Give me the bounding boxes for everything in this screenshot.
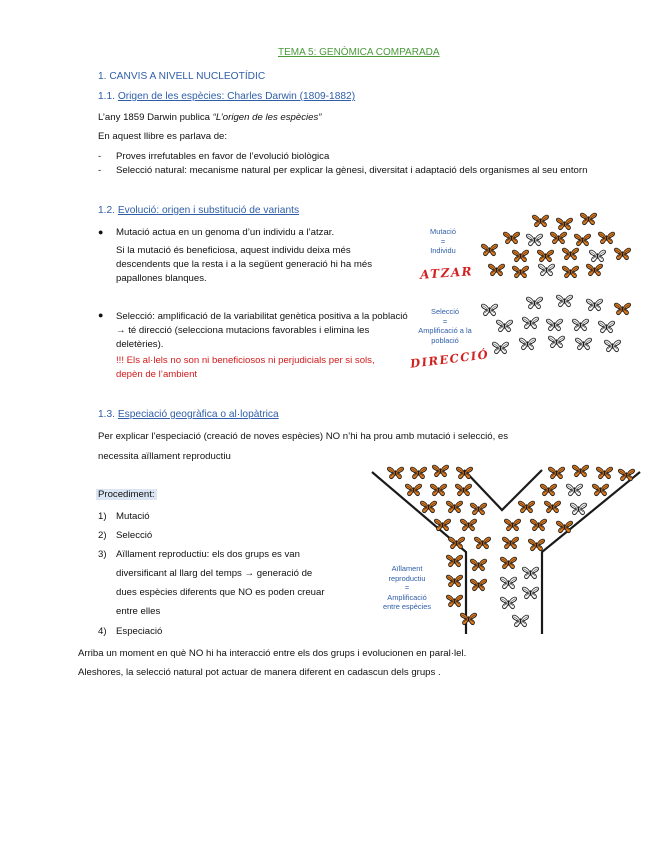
butterfly-icon [470,502,487,516]
butterfly-icon [580,212,597,226]
section-1-1-heading [98,91,355,102]
isolation-illustration-label-line: entre espècies [382,602,432,611]
procedure-step-text: Selecció [116,530,153,541]
butterfly-icon [504,518,521,532]
butterfly-icon [572,464,589,478]
bullet-selection-dot: ● [98,310,104,320]
isolation-illustration-label-line: Amplificació [387,592,427,602]
darwin-intro [98,112,321,123]
butterfly-icon [387,466,404,480]
butterfly-icon [496,319,513,333]
conclusion-line-2: Aleshores, la selecció natural pot actuar de manera diferent en cadascun dels grups . [78,667,441,678]
butterfly-icon [598,320,615,334]
butterfly-icon [522,316,539,330]
document-title: TEMA 5: GENÒMICA COMPARADA [278,47,440,58]
procedure-step-continuation: dues espècies diferents que NO es poden creuar [116,587,325,598]
butterfly-icon [537,249,554,263]
isolation-illustration-label-line: Aïllament [391,564,423,573]
section-1-3-link[interactable]: Especiació geogràfica o al·lopàtrica [117,409,279,420]
procedure-step [98,626,162,637]
butterfly-icon [614,247,631,261]
butterfly-icon [566,483,583,497]
procedure-step-number: 4) [98,626,107,637]
butterfly-icon [596,466,613,480]
selection-illustration-label-line: Amplificació a la [418,326,472,335]
butterfly-icon [512,265,529,279]
section-1-1-number: 1.1. [98,91,115,102]
butterfly-icon [522,566,539,580]
selection-explanation: Selecció: amplificació de la variabilitat genètica positiva a la població → té direcció (selecciona mutacions favorables i elimina les deletèries). [116,311,408,350]
butterfly-icon [460,612,477,626]
butterfly-icon [614,302,631,316]
butterfly-icon [574,233,591,247]
butterfly-icon [456,466,473,480]
butterfly-icon [420,500,437,514]
butterfly-icon [502,536,519,550]
list-item: - Proves irrefutables en favor de l’evolució biològica [98,151,330,162]
darwin-intro-text: L’any 1859 Darwin publica [98,112,213,123]
butterfly-icon [405,483,422,497]
butterfly-icon [548,335,565,349]
butterfly-icon [500,596,517,610]
procedure-heading: Procediment: [98,489,155,500]
isolation-illustration-label-line: = [404,583,410,592]
procedure-step-text: Mutació [116,511,150,522]
butterfly-icon [446,554,463,568]
mutation-illustration-label-line: = [440,236,446,246]
butterfly-icon [556,294,573,308]
butterfly-icon [538,263,555,277]
butterfly-icon [526,233,543,247]
butterfly-icon [586,263,603,277]
section-1-3-number: 1.3. [98,409,115,420]
butterfly-icon [528,538,545,552]
section-1-2-heading [98,205,299,216]
procedure-step-text: Especiació [116,626,163,637]
speciation-intro-line-1: Per explicar l’especiació (creació de noves espècies) NO n’hi ha prou amb mutació i selecció, es [98,431,509,442]
butterfly-icon [518,500,535,514]
butterfly-icon [562,265,579,279]
isolation-illustration-label-line: reproductiu [388,573,426,583]
butterfly-icon [481,303,498,317]
butterfly-icon [500,576,517,590]
selection-illustration-label-line: = [442,316,448,326]
butterfly-icon [512,249,529,263]
butterfly-icon [492,341,509,355]
butterfly-icon [446,500,463,514]
butterfly-icon [540,483,557,497]
speciation-intro-line-2: necessita aïllament reproductiu [98,451,231,462]
procedure-step [98,530,152,541]
butterfly-icon [432,464,449,478]
mutation-explanation: Si la mutació és beneficiosa, aquest individu deixa més descendents que la resta i a la següent generació hi ha més papallones blanques. [116,245,373,284]
butterfly-icon [592,483,609,497]
bullet-mutation: ● Mutació actua en un genoma d’un individu a l’atzar. [98,227,335,238]
butterfly-icon [410,466,427,480]
butterfly-icon [546,318,563,332]
butterfly-icon [562,247,579,261]
allele-note: !!! Els al·lels no son ni beneficiosos ni perjudicials per si sols, depèn de l’ambient [116,355,375,380]
section-1-1-link[interactable]: Origen de les espècies: Charles Darwin (1809-1882) [117,91,356,102]
procedure-step-number: 2) [98,530,107,541]
list-item: - Selecció natural: mecanisme natural per explicar la gènesi, diversitat i adaptació dels organismes al seu entorn [98,165,588,176]
butterfly-icon [434,518,451,532]
butterfly-icon [522,586,539,600]
butterfly-icon [430,483,447,497]
section-1-2-link[interactable]: Evolució: origen i substitució de variants [117,205,300,216]
list-item-text: Selecció natural: mecanisme natural per explicar la gènesi, diversitat i adaptació dels organismes al seu entorn [116,165,588,176]
bullet-mutation-text: Mutació actua en un genoma d’un individu a l’atzar. [116,227,335,238]
butterfly-icon [572,318,589,332]
butterfly-icon [474,536,491,550]
butterfly-icon [470,558,487,572]
procedure-step-text: Aïllament reproductiu: els dos grups es van [116,549,300,560]
butterfly-icon [530,518,547,532]
butterfly-icon [586,298,603,312]
darwin-book-title: “L’origen de les espècies” [212,112,322,123]
procedure-step [98,549,300,560]
butterfly-icon [488,263,505,277]
conclusion-line-1: Arriba un moment en què NO hi ha interacció entre els dos grups i evolucionen en paral·lel. [78,648,467,659]
butterfly-icon [519,337,536,351]
butterfly-icon [544,500,561,514]
book-topics-intro: En aquest llibre es parlava de: [98,131,228,142]
section-1-2-number: 1.2. [98,205,115,216]
random-label: ATZAR [419,264,474,282]
mutation-illustration-label-line: Individu [430,246,456,255]
selection-illustration-label-line: població [431,335,459,345]
butterfly-icon [481,243,498,257]
procedure-step-number: 1) [98,511,107,522]
selection-illustration-label-line: Selecció [431,307,459,316]
butterfly-icon [448,536,465,550]
procedure-step [98,511,150,522]
procedure-step-continuation: diversificant al llarg del temps → generació de [116,568,313,579]
butterfly-icon [503,231,520,245]
butterfly-icon [532,214,549,228]
mutation-illustration-label-line: Mutació [430,227,456,236]
butterfly-icon [446,594,463,608]
section-1-3-heading [98,409,279,420]
butterfly-icon [460,518,477,532]
isolation-illustration-label [372,564,442,612]
butterfly-icon [556,520,573,534]
butterfly-icon [556,217,573,231]
butterfly-icon [550,231,567,245]
mutation-illustration-label [418,227,468,256]
butterfly-icon [598,231,615,245]
butterfly-icon [455,483,472,497]
butterfly-icon [604,339,621,353]
butterfly-icon [446,574,463,588]
butterfly-icon [589,249,606,263]
list-item-text: Proves irrefutables en favor de l’evolució biològica [116,151,330,162]
direction-label: DIRECCIÓ [409,347,490,371]
procedure-step-continuation: entre elles [116,606,161,617]
selection-illustration-label [410,307,480,345]
procedure-step-number: 3) [98,549,107,560]
butterfly-icon [548,466,565,480]
butterfly-icon [570,502,587,516]
butterfly-icon [500,556,517,570]
butterfly-icon [575,337,592,351]
butterfly-icon [618,468,635,482]
butterfly-icon [470,578,487,592]
butterfly-icon [526,296,543,310]
section-1-heading: 1. CANVIS A NIVELL NUCLEOTÍDIC [98,71,266,82]
butterfly-icon [512,614,529,628]
